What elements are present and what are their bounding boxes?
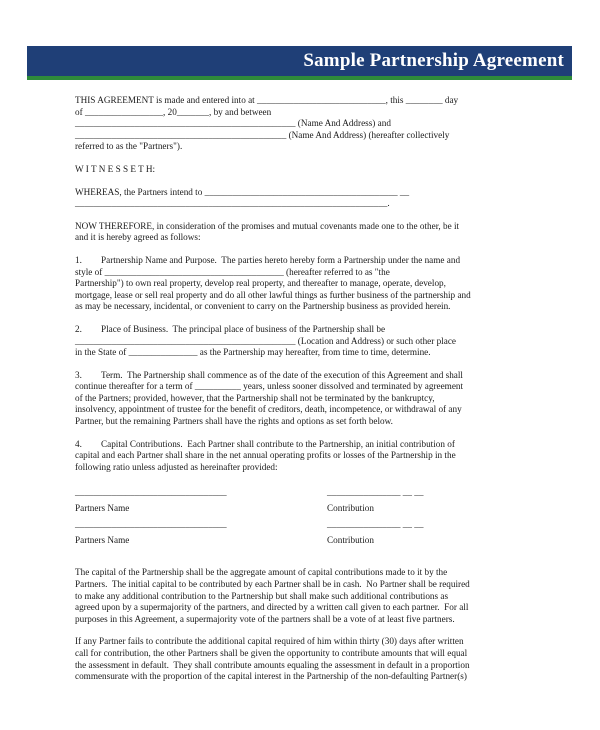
now-therefore-paragraph [75, 221, 515, 244]
witnesseth-heading: W I T N E S S E T H: [75, 163, 156, 174]
section-line: Term. The Partnership shall commence as of the date of the execution of this Agreement and shall [101, 369, 463, 380]
capital-paragraph [75, 567, 515, 625]
section-line: as may be necessary, incidental, or convenient to carry on the Partnership business as provided herein. [75, 301, 451, 312]
section-line: Partnership") to own real property, develop real property, and thereafter to manage, operate, develop, [75, 278, 446, 289]
signature-line: ________________ __ __ [327, 487, 424, 498]
section-line: style of _______________________________________ (hereafter referred to as "the [75, 266, 390, 277]
section-number: 4. [75, 438, 82, 449]
page-title: Sample Partnership Agreement [303, 50, 564, 71]
section-line: continue thereafter for a term of __________ years, unless sooner dissolved and terminated by agreement [75, 381, 464, 392]
capital-line: to make any additional contribution to the Partnership but shall make such additional contributions as [75, 590, 449, 601]
section-line: mortgage, lease or sell real property and do all other lawful things as further business of the partnership and [75, 289, 471, 300]
signature-row [75, 487, 515, 521]
capital-line: Partners. The initial capital to be contributed by each Partner shall be in cash. No Partner shall be required [75, 579, 470, 590]
partner-name-field[interactable] [75, 519, 227, 546]
section-number: 3. [75, 369, 82, 380]
partner-name-field[interactable] [75, 487, 227, 514]
banner-accent-stripe [27, 76, 572, 80]
intro-paragraph [75, 95, 515, 153]
intro-line: ________________________________________________ (Name And Address) and [75, 118, 391, 129]
whereas-line: ____________________________________________________________________. [75, 198, 390, 209]
section-line: following ratio unless adjusted as hereinafter provided: [75, 461, 278, 472]
capital-line: purposes in this Agreement, a supermajority vote of the partners shall be a vote of at least five partners. [75, 613, 455, 624]
section-line: Partner, but the remaining Partners shall have the rights and options as set forth below. [75, 416, 393, 427]
failure-paragraph [75, 636, 515, 682]
section-line: capital and each Partner shall share in the net annual operating profits or losses of the Partnership in the [75, 450, 456, 461]
failure-line: If any Partner fails to contribute the additional capital required of him within thirty (30) days after written [75, 636, 464, 647]
section-2-place-of-business [75, 324, 515, 359]
signature-line: _________________________________ [75, 487, 227, 498]
contribution-label: Contribution [327, 503, 374, 514]
contribution-label: Contribution [327, 535, 374, 546]
section-4-capital-contributions [75, 439, 515, 474]
section-line: insolvency, appointment of trustee for the benefit of creditors, death, incompetence, or withdrawal of any [75, 404, 462, 415]
section-line: Partnership Name and Purpose. The parties hereto hereby form a Partnership under the name and [101, 254, 461, 265]
intro-line: ______________________________________________ (Name And Address) (hereafter collectively [75, 129, 450, 140]
capital-line: agreed upon by a supermajority of the partners, and directed by a written call given to each partner. For all [75, 602, 469, 613]
partner-name-label: Partners Name [75, 535, 130, 546]
failure-line: commensurate with the proportion of the capital interest in the Partnership of the non-defaulting Partner(s) [75, 671, 467, 682]
section-line: of the Partners; provided, however, that the Partnership shall not be terminated by the bankruptcy, [75, 392, 435, 403]
intro-line: THIS AGREEMENT is made and entered into at ____________________________, this ________ day [75, 95, 459, 105]
whereas-paragraph [75, 187, 515, 210]
section-line: ________________________________________________ (Location and Address) or such other place [75, 335, 456, 346]
section-line: Capital Contributions. Each Partner shall contribute to the Partnership, an initial contribution of [101, 438, 455, 449]
now-therefore-line: NOW THEREFORE, in consideration of the promises and mutual covenants made one to the other, be it [75, 220, 460, 231]
capital-line: The capital of the Partnership shall be the aggregate amount of capital contributions made to it by the [75, 567, 448, 578]
whereas-line: WHEREAS, the Partners intend to __________________________________________ __ [75, 186, 410, 197]
signature-row [75, 519, 515, 553]
agreement-body [75, 95, 515, 694]
section-line: Place of Business. The principal place of business of the Partnership shall be [101, 323, 386, 334]
partner-name-label: Partners Name [75, 503, 130, 514]
failure-line: call for contribution, the other Partners shall be given the opportunity to contribute amounts that will equal [75, 648, 468, 658]
intro-line: of _________________, 20_______, by and between [75, 106, 272, 117]
contribution-field[interactable] [327, 519, 423, 546]
section-3-term [75, 370, 515, 428]
failure-line: the assessment in default. They shall contribute amounts equaling the assessment in default in a proportion [75, 659, 470, 670]
contribution-field[interactable] [327, 487, 423, 514]
section-1-partnership-name [75, 255, 515, 313]
section-number: 1. [75, 254, 82, 265]
now-therefore-line: and it is hereby agreed as follows: [75, 232, 201, 243]
signature-line: ________________ __ __ [327, 519, 424, 530]
signature-line: _________________________________ [75, 519, 227, 530]
section-number: 2. [75, 323, 82, 334]
section-line: in the State of _______________ as the Partnership may hereafter, from time to time, determine. [75, 347, 431, 358]
intro-line: referred to as the "Partners"). [75, 141, 183, 152]
